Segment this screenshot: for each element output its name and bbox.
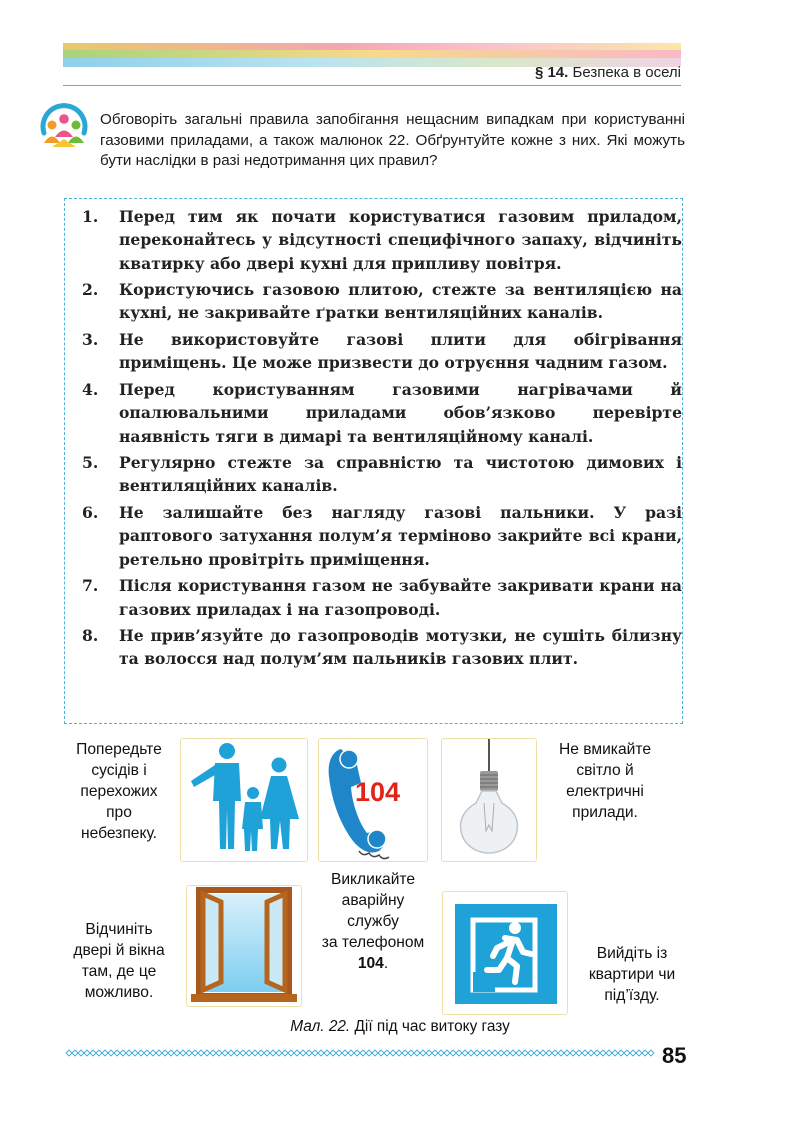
section-header bbox=[535, 64, 681, 81]
exit-card bbox=[442, 891, 568, 1015]
rule-number: 2. bbox=[82, 280, 99, 300]
rule-number: 4. bbox=[82, 379, 99, 399]
open-windows-label: Відчиніть двері й вікна там, де це можливо. bbox=[73, 921, 165, 1001]
figure-caption-text: Дії під час витоку газу bbox=[354, 1018, 510, 1035]
call-service-label: Викликайте аварійну службу за телефоном 104. bbox=[321, 871, 425, 972]
header-divider bbox=[63, 85, 681, 86]
service-phone-number: 104 bbox=[357, 955, 384, 972]
intro-paragraph: Обговоріть загальні правила запобігання нещасним випадкам при користуванні газовими приладами, а також малюнок 22. Обґрунтуйте кожне з них. Які можуть бути наслідки в разі недотримання цих правил? bbox=[100, 111, 685, 169]
lightbulb-card bbox=[441, 738, 537, 862]
footer-decorative-rule bbox=[63, 1048, 655, 1058]
warn-neighbors-label: Попередьте сусідів і перехожих про небезпеку. bbox=[76, 741, 162, 842]
rule-item bbox=[82, 624, 682, 671]
emergency-exit-icon bbox=[443, 892, 567, 1014]
rule-text: Користуючись газовою плитою, стежте за вентиляцією на кухні, не закривайте ґратки вентиляційних каналів. bbox=[119, 280, 682, 323]
rule-text: Перед тим як почати користуватися газовим приладом, переконайтесь у відсутності специфічного запаху, відчиніть кватирку або двері кухні для припливу повітря. bbox=[119, 207, 682, 273]
family-icon bbox=[181, 739, 307, 861]
section-number: § 14. bbox=[534, 64, 569, 81]
figure-caption bbox=[0, 1018, 800, 1036]
safety-rules-list bbox=[82, 205, 682, 674]
phone-icon bbox=[319, 739, 427, 861]
window-card bbox=[186, 885, 302, 1007]
rule-text: Не залишайте без нагляду газові пальники. У разі раптового затухання полум’я терміново закрийте всі крани, ретельно провітріть приміщення. bbox=[119, 503, 682, 569]
rule-text: Регулярно стежте за справністю та чистотою димових і вентиляційних каналів. bbox=[119, 453, 682, 496]
rule-number: 5. bbox=[82, 453, 99, 473]
window-icon bbox=[187, 886, 301, 1006]
exit-label: Вийдіть із квартири чи під’їзду. bbox=[588, 945, 676, 1004]
rule-text: Після користування газом не забувайте закривати крани на газових приладах і на газопроводі. bbox=[119, 576, 682, 619]
discussion-group-icon bbox=[38, 103, 90, 151]
rule-item bbox=[82, 451, 682, 498]
rule-item bbox=[82, 574, 682, 621]
phone-card bbox=[318, 738, 428, 862]
lightbulb-icon bbox=[442, 739, 536, 861]
rule-number: 1. bbox=[82, 207, 99, 226]
rule-item bbox=[82, 378, 682, 448]
rule-item bbox=[82, 278, 682, 325]
phone-number-text: 104 bbox=[355, 777, 401, 807]
rule-number: 7. bbox=[82, 576, 99, 596]
rule-number: 8. bbox=[82, 626, 99, 646]
rule-item bbox=[82, 328, 682, 375]
rule-number: 3. bbox=[82, 330, 99, 350]
rule-text: Не використовуйте газові плити для обігрівання приміщень. Це може призвести до отруєння чадним газом. bbox=[119, 330, 682, 373]
rule-text: Перед користуванням газовими нагрівачами й опалювальними приладами обов’язково перевірте наявність тяги в димарі та вентиляційному каналі. bbox=[119, 379, 682, 446]
rule-item bbox=[82, 205, 682, 275]
rule-item bbox=[82, 501, 682, 571]
section-title: Безпека в оселі bbox=[572, 64, 681, 81]
no-lights-label: Не вмикайте світло й електричні прилади. bbox=[559, 741, 651, 821]
family-card bbox=[180, 738, 308, 862]
rule-number: 6. bbox=[82, 503, 99, 523]
figure-caption-label: Мал. 22. bbox=[290, 1018, 351, 1035]
rule-text: Не прив’язуйте до газопроводів мотузки, не сушіть білизну та волосся над полум’ям пальників газових плит. bbox=[119, 626, 682, 669]
page-number: 85 bbox=[662, 1043, 687, 1068]
